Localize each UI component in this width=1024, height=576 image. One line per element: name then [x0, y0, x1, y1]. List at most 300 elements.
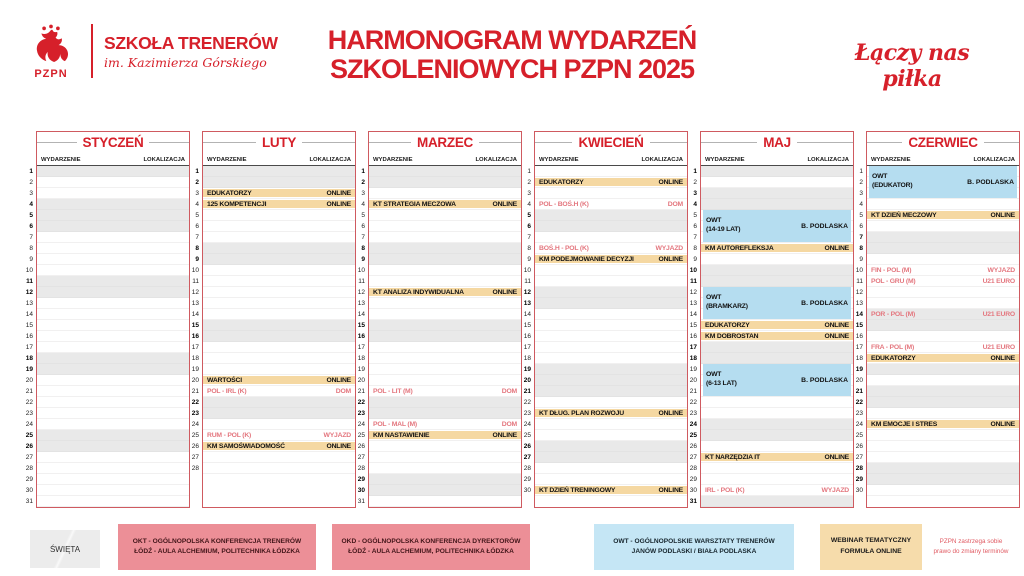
day-number: 24 — [191, 421, 199, 428]
event-title: POL - LIT (M) — [373, 387, 413, 395]
day-number: 4 — [29, 201, 33, 208]
day-row — [701, 265, 853, 276]
legend-disclaimer — [928, 537, 1014, 557]
day-number: 25 — [191, 432, 199, 439]
day-number: 12 — [357, 289, 365, 296]
day-row — [37, 254, 189, 265]
day-number: 27 — [523, 454, 531, 461]
day-row — [369, 298, 521, 309]
day-number-gutter — [356, 131, 368, 508]
day-row — [203, 419, 355, 430]
day-row — [701, 353, 853, 364]
day-row — [535, 364, 687, 375]
day-row — [203, 210, 355, 221]
event-location: U21 EURO — [982, 310, 1015, 318]
day-row — [369, 375, 521, 386]
day-row — [203, 364, 355, 375]
event-subtitle: (14-19 LAT) — [706, 226, 741, 233]
day-row — [701, 441, 853, 452]
day-number: 27 — [191, 454, 199, 461]
day-row — [37, 375, 189, 386]
months-row — [24, 131, 1020, 508]
day-row — [867, 342, 1019, 353]
logo-block — [22, 22, 278, 80]
event-title: KT STRATEGIA MECZOWA — [373, 200, 456, 208]
legend-okt-line1: OKT - OGÓLNOPOLSKA KONFERENCJA TRENERÓW — [132, 537, 302, 545]
day-number: 26 — [523, 443, 531, 450]
day-row — [867, 221, 1019, 232]
event-title: KM EMOCJE I STRES — [871, 420, 938, 428]
event-location: WYJAZD — [323, 431, 351, 439]
month-title-line — [797, 142, 853, 143]
day-number: 21 — [25, 388, 33, 395]
event-location: ONLINE — [990, 211, 1015, 219]
day-row — [535, 265, 687, 276]
day-rows — [867, 166, 1019, 496]
day-number: 10 — [855, 267, 863, 274]
day-row — [37, 188, 189, 199]
day-row — [37, 474, 189, 485]
day-number: 31 — [25, 498, 33, 505]
event-location: ONLINE — [658, 486, 683, 494]
day-row — [203, 243, 355, 254]
day-number: 31 — [689, 498, 697, 505]
day-row — [867, 287, 1019, 298]
day-number: 10 — [357, 267, 365, 274]
event-location: U21 EURO — [982, 277, 1015, 285]
day-number: 20 — [25, 377, 33, 384]
month-col-headers — [369, 152, 521, 166]
event-location: ONLINE — [658, 409, 683, 417]
owt-event-block — [703, 364, 851, 396]
day-number: 23 — [523, 410, 531, 417]
school-name — [104, 33, 278, 70]
month-title-row — [37, 132, 189, 152]
month-title: CZERWIEC — [908, 134, 978, 150]
day-number: 25 — [357, 432, 365, 439]
month-panel-maj — [688, 131, 854, 508]
day-number: 13 — [689, 300, 697, 307]
day-number: 15 — [855, 322, 863, 329]
day-row — [535, 386, 687, 397]
day-number: 4 — [527, 201, 531, 208]
day-row — [37, 364, 189, 375]
day-number: 6 — [29, 223, 33, 230]
day-number: 26 — [689, 443, 697, 450]
day-number: 7 — [29, 234, 33, 241]
day-number: 14 — [357, 311, 365, 318]
day-row — [535, 221, 687, 232]
day-number-gutter — [24, 131, 36, 508]
day-number: 27 — [689, 454, 697, 461]
day-row — [535, 353, 687, 364]
event-title: POL - BOŚ.H (K) — [539, 200, 589, 208]
day-row — [535, 188, 687, 199]
day-number: 11 — [524, 278, 531, 285]
day-number: 1 — [29, 168, 33, 175]
event-title: FRA - POL (M) — [871, 343, 915, 351]
day-row — [535, 430, 687, 441]
legend-owt — [594, 524, 794, 570]
day-number: 8 — [527, 245, 531, 252]
day-number: 8 — [195, 245, 199, 252]
month-title-line — [302, 142, 355, 143]
day-number: 9 — [859, 256, 863, 263]
month-title-line — [37, 142, 77, 143]
col-header-location: LOKALIZACJA — [143, 157, 185, 163]
day-number: 21 — [191, 388, 199, 395]
day-number: 12 — [523, 289, 531, 296]
day-row — [203, 375, 355, 386]
day-row — [37, 177, 189, 188]
day-number: 7 — [693, 234, 697, 241]
day-number: 11 — [358, 278, 365, 285]
day-number: 13 — [357, 300, 365, 307]
day-number: 29 — [25, 476, 33, 483]
day-number: 3 — [29, 190, 33, 197]
month-col-headers — [535, 152, 687, 166]
legend-okd-line1: OKD - OGÓLNOPOLSKA KONFERENCJA DYREKTORÓW — [341, 537, 521, 545]
day-number: 16 — [855, 333, 863, 340]
day-row — [867, 408, 1019, 419]
day-row — [203, 298, 355, 309]
day-row — [369, 441, 521, 452]
day-row — [535, 232, 687, 243]
day-row — [867, 320, 1019, 331]
day-number: 26 — [191, 443, 199, 450]
day-row — [535, 254, 687, 265]
day-number: 17 — [25, 344, 33, 351]
day-number: 1 — [859, 168, 863, 175]
day-row — [535, 474, 687, 485]
day-number: 27 — [25, 454, 33, 461]
day-number: 18 — [855, 355, 863, 362]
event-location: B. PODLASKA — [967, 178, 1014, 186]
day-row — [203, 188, 355, 199]
day-number: 28 — [357, 465, 365, 472]
month-title-row — [535, 132, 687, 152]
day-row — [369, 210, 521, 221]
event-location: B. PODLASKA — [801, 299, 848, 307]
day-row — [867, 364, 1019, 375]
month-title: LUTY — [261, 134, 297, 150]
day-row — [369, 353, 521, 364]
day-row — [535, 419, 687, 430]
day-number: 29 — [357, 476, 365, 483]
day-number: 12 — [689, 289, 697, 296]
event-title: OWT — [706, 371, 722, 379]
day-number: 19 — [357, 366, 365, 373]
day-number: 2 — [859, 179, 863, 186]
day-number: 16 — [191, 333, 199, 340]
day-row — [369, 430, 521, 441]
day-row — [369, 221, 521, 232]
day-row — [867, 452, 1019, 463]
day-row — [535, 485, 687, 496]
legend-webinar — [820, 524, 922, 570]
day-row — [535, 309, 687, 320]
day-number: 25 — [855, 432, 863, 439]
event-title: EDUKATORZY — [539, 178, 584, 186]
event-title: POL - IRL (K) — [207, 387, 247, 395]
day-row — [867, 199, 1019, 210]
day-rows — [535, 166, 687, 496]
month-title-line — [650, 142, 687, 143]
legend-disclaimer-line2: prawo do zmiany terminów — [933, 548, 1009, 556]
day-number: 17 — [191, 344, 199, 351]
day-row — [701, 408, 853, 419]
col-header-event: WYDARZENIE — [871, 157, 911, 163]
day-number: 5 — [693, 212, 697, 219]
col-header-location: LOKALIZACJA — [807, 157, 849, 163]
day-number: 10 — [689, 267, 697, 274]
day-row — [867, 419, 1019, 430]
event-title: WARTOŚCI — [207, 376, 242, 384]
month-title-line — [479, 142, 521, 143]
day-row — [369, 232, 521, 243]
legend-okd-line2: ŁÓDŹ - AULA ALCHEMIUM, POLITECHNIKA ŁÓDZKA — [348, 548, 514, 555]
day-number: 11 — [26, 278, 33, 285]
day-row — [369, 265, 521, 276]
day-number: 5 — [859, 212, 863, 219]
legend-okd — [332, 524, 530, 570]
day-row — [701, 342, 853, 353]
legend-disclaimer-line1: PZPN zastrzega sobie — [939, 538, 1003, 545]
day-number: 7 — [361, 234, 365, 241]
day-row — [369, 243, 521, 254]
event-location: ONLINE — [824, 453, 849, 461]
day-number: 22 — [357, 399, 365, 406]
day-row — [203, 166, 355, 177]
col-header-location: LOKALIZACJA — [475, 157, 517, 163]
school-name-line2: im. Kazimierza Górskiego — [104, 54, 267, 70]
day-row — [369, 320, 521, 331]
day-number: 26 — [25, 443, 33, 450]
month-title: MARZEC — [417, 134, 473, 150]
month-col-headers — [701, 152, 853, 166]
day-number: 24 — [523, 421, 531, 428]
day-number: 14 — [523, 311, 531, 318]
day-row — [701, 166, 853, 177]
day-row — [203, 452, 355, 463]
day-row — [37, 386, 189, 397]
legend-okt — [118, 524, 316, 570]
day-row — [37, 320, 189, 331]
day-row — [37, 276, 189, 287]
day-row — [203, 177, 355, 188]
day-row — [37, 199, 189, 210]
month-title-line — [369, 142, 411, 143]
event-title: RUM - POL (K) — [207, 431, 252, 439]
day-row — [369, 485, 521, 496]
logo-divider — [91, 24, 93, 78]
day-row — [369, 386, 521, 397]
day-row — [867, 353, 1019, 364]
day-row — [535, 199, 687, 210]
day-row — [203, 342, 355, 353]
day-number: 3 — [693, 190, 697, 197]
day-row — [203, 221, 355, 232]
day-number: 24 — [689, 421, 697, 428]
day-number: 18 — [25, 355, 33, 362]
col-header-event: WYDARZENIE — [207, 157, 247, 163]
day-number: 30 — [523, 487, 531, 494]
day-number: 8 — [859, 245, 863, 252]
day-number: 2 — [29, 179, 33, 186]
day-number: 25 — [25, 432, 33, 439]
day-row — [535, 287, 687, 298]
event-location: ONLINE — [990, 354, 1015, 362]
day-row — [701, 320, 853, 331]
day-number: 17 — [523, 344, 531, 351]
day-number: 5 — [29, 212, 33, 219]
day-row — [701, 419, 853, 430]
month-col-headers — [203, 152, 355, 166]
day-number: 30 — [855, 487, 863, 494]
event-location: ONLINE — [326, 442, 351, 450]
day-number: 11 — [690, 278, 697, 285]
event-title: KM SAMOŚWIADOMOŚĆ — [207, 442, 285, 450]
day-number: 21 — [855, 388, 863, 395]
day-row — [369, 309, 521, 320]
day-number: 7 — [527, 234, 531, 241]
day-row — [867, 309, 1019, 320]
day-row — [867, 243, 1019, 254]
month-title-row — [369, 132, 521, 152]
event-title: POL - MAL (M) — [373, 420, 417, 428]
day-number: 17 — [855, 344, 863, 351]
day-row — [37, 298, 189, 309]
day-number: 21 — [523, 388, 531, 395]
day-row — [535, 331, 687, 342]
day-number: 3 — [527, 190, 531, 197]
day-row — [867, 375, 1019, 386]
day-number: 6 — [859, 223, 863, 230]
day-number: 28 — [855, 465, 863, 472]
day-number: 6 — [361, 223, 365, 230]
day-number: 28 — [25, 465, 33, 472]
day-row — [37, 430, 189, 441]
day-row — [203, 254, 355, 265]
day-number: 15 — [357, 322, 365, 329]
month-title: KWIECIEŃ — [578, 134, 644, 150]
day-number-gutter — [854, 131, 866, 508]
day-number: 23 — [689, 410, 697, 417]
col-header-location: LOKALIZACJA — [973, 157, 1015, 163]
day-number: 29 — [855, 476, 863, 483]
event-location: ONLINE — [326, 376, 351, 384]
event-location: DOM — [667, 200, 683, 208]
day-row — [701, 463, 853, 474]
day-number: 4 — [361, 201, 365, 208]
day-row — [37, 419, 189, 430]
pzpn-wordmark: PZPN — [34, 68, 68, 80]
day-row — [867, 386, 1019, 397]
event-title: KT ANALIZA INDYWIDUALNA — [373, 288, 464, 296]
day-row — [867, 441, 1019, 452]
day-row — [37, 441, 189, 452]
day-number: 24 — [25, 421, 33, 428]
day-row — [867, 331, 1019, 342]
day-row — [203, 309, 355, 320]
day-row — [701, 331, 853, 342]
event-location: ONLINE — [492, 288, 517, 296]
month-title-line — [701, 142, 757, 143]
day-number: 28 — [523, 465, 531, 472]
month-title: MAJ — [763, 134, 791, 150]
day-row — [867, 210, 1019, 221]
page-title — [302, 26, 722, 83]
day-number: 4 — [859, 201, 863, 208]
month-panel-styczeń — [24, 131, 190, 508]
day-number: 11 — [192, 278, 199, 285]
day-number: 14 — [25, 311, 33, 318]
day-row — [37, 309, 189, 320]
day-number: 8 — [361, 245, 365, 252]
day-number: 21 — [689, 388, 697, 395]
day-number: 10 — [25, 267, 33, 274]
day-number: 4 — [693, 201, 697, 208]
day-row — [203, 331, 355, 342]
day-number: 10 — [523, 267, 531, 274]
day-number: 1 — [527, 168, 531, 175]
event-title: KT NARZĘDZIA IT — [705, 453, 760, 461]
owt-event-block — [703, 287, 851, 319]
day-row — [369, 331, 521, 342]
event-subtitle: (6-13 LAT) — [706, 380, 737, 387]
day-number: 10 — [191, 267, 199, 274]
legend — [0, 522, 1024, 576]
day-row — [37, 463, 189, 474]
month-title-line — [203, 142, 256, 143]
month-box — [202, 131, 356, 508]
day-number: 29 — [689, 476, 697, 483]
day-row — [203, 287, 355, 298]
day-number: 19 — [855, 366, 863, 373]
day-row — [37, 210, 189, 221]
day-number: 16 — [25, 333, 33, 340]
month-title-line — [149, 142, 189, 143]
day-number: 20 — [357, 377, 365, 384]
day-row — [701, 452, 853, 463]
month-box — [866, 131, 1020, 508]
day-number: 15 — [523, 322, 531, 329]
day-number: 6 — [527, 223, 531, 230]
legend-webinar-line1: WEBINAR TEMATYCZNY — [830, 537, 912, 545]
day-number: 15 — [689, 322, 697, 329]
event-title: BOŚ.H - POL (K) — [539, 244, 589, 252]
day-number: 20 — [191, 377, 199, 384]
day-row — [701, 188, 853, 199]
day-number: 14 — [855, 311, 863, 318]
day-row — [867, 474, 1019, 485]
day-number: 6 — [195, 223, 199, 230]
day-number: 28 — [191, 465, 199, 472]
pzpn-crest — [22, 22, 80, 80]
day-row — [867, 430, 1019, 441]
day-number: 1 — [693, 168, 697, 175]
day-row — [535, 298, 687, 309]
day-number: 1 — [361, 168, 365, 175]
owt-event-block — [869, 166, 1017, 198]
day-row — [203, 199, 355, 210]
day-row — [867, 298, 1019, 309]
day-number: 18 — [191, 355, 199, 362]
day-number: 26 — [357, 443, 365, 450]
day-row — [203, 320, 355, 331]
day-row — [867, 463, 1019, 474]
event-title: KM PODEJMOWANIE DECYZJI — [539, 255, 634, 263]
